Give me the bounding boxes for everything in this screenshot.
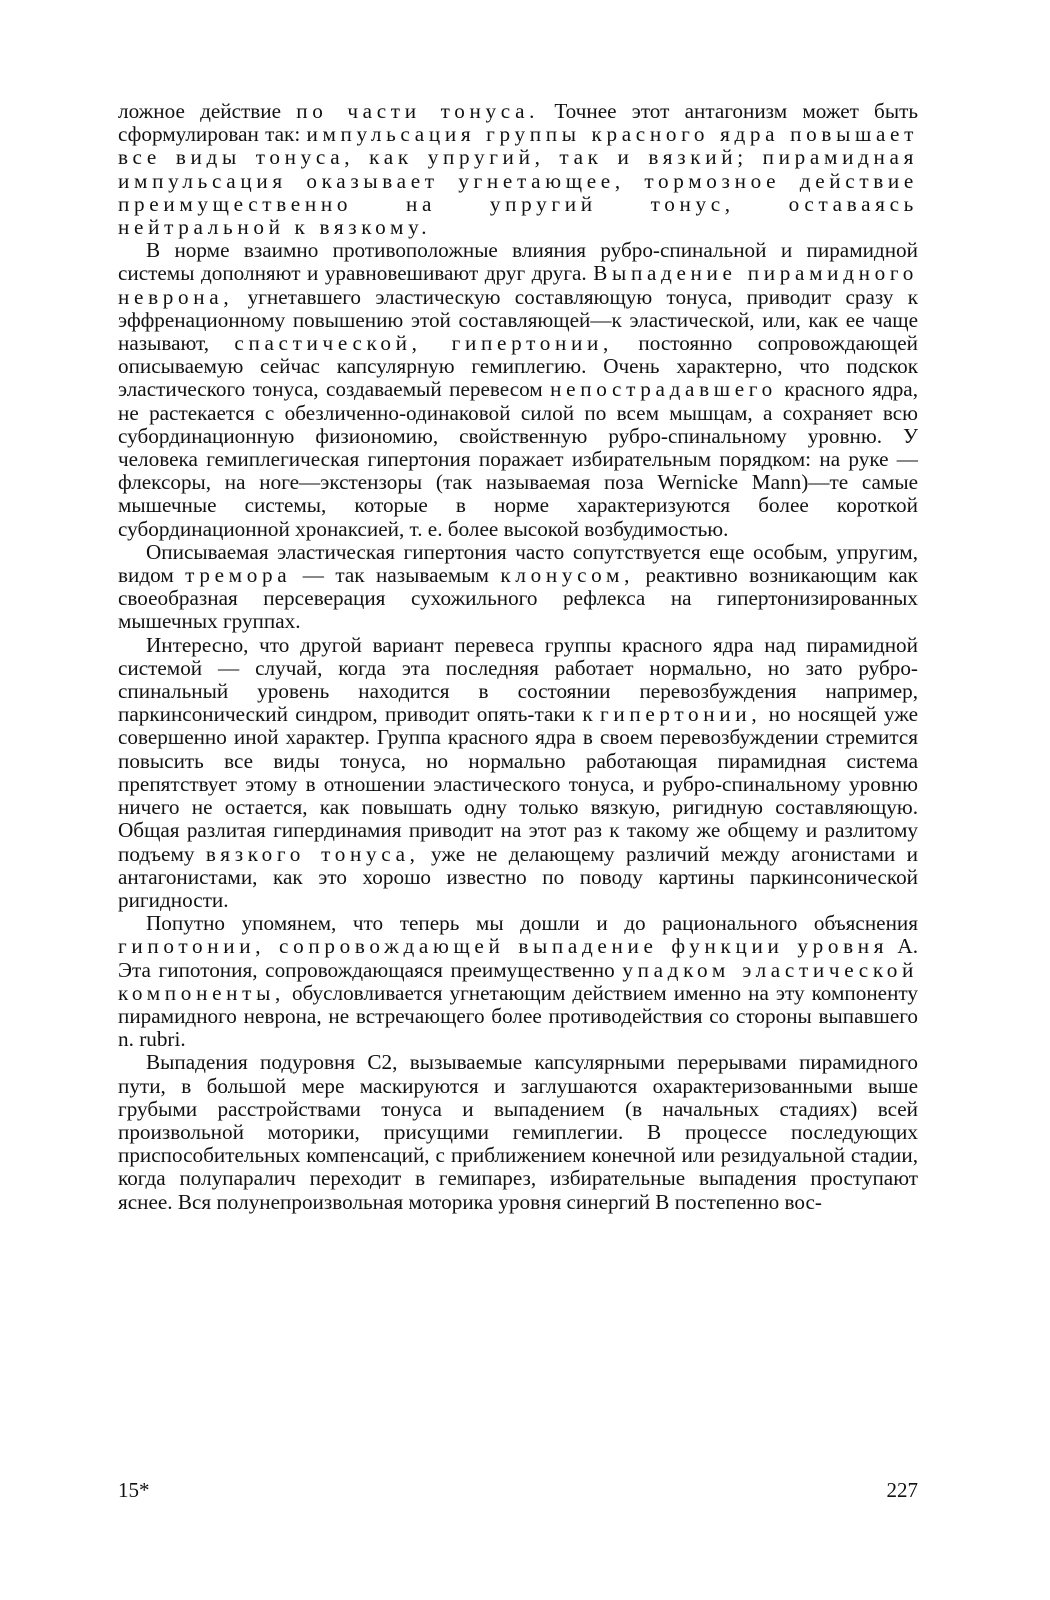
paragraph-text: — так называемым — [291, 563, 501, 588]
paragraph-5 — [118, 912, 918, 1051]
paragraph-text: Попутно упомянем, что теперь мы дошли и до рационального объяснения — [146, 911, 918, 936]
emphasized-text: по части тонуса. — [296, 99, 540, 123]
printer-signature: 15* — [118, 1478, 150, 1502]
paragraph-text: но носящей уже совершенно иной характер. Группа красного ядра в своем перевозбуждении стремится повысить все виды тонуса, но нормально работающая пирамидная система препятствует этому в отношении эластического тонуса, и рубро-спинальному уровню ничего не остается, как повышать одну только вязкую, ригидную составляющую. Общая разлитая гипердинамия приводит на этот раз к такому же общему и разлитому подъему — [118, 702, 918, 866]
emphasized-text: спастической, гипертонии, — [234, 331, 613, 356]
paragraph-4 — [118, 634, 918, 912]
paragraph-text: обусловливается угнетающим действием именно на эту компоненту пирамидного неврона, не встречающего более противодействия со стороны выпавшего n. rubri. — [118, 980, 918, 1052]
paragraph-2 — [118, 239, 918, 541]
paragraph-text: красного ядра, не растекается с обезличенно-одинаковой силой по всем мышцам, а сохраняет всю субординационную физиономию, свойственную рубро-спинальному уровню. У человека гемиплегическая гипертония поражает избирательным порядком: на руке — флексоры, на ноге—экстензоры (так называемая поза Wernicke Mann)—те самые мышечные системы, которые в норме характеризуются более короткой субординационной хронаксией, т. е. более высокой возбудимостью. — [118, 377, 918, 541]
paragraph-text: Точнее этот антагонизм может быть сформулирован так: — [118, 99, 918, 147]
paragraph-text: В норме взаимно противоположные влияния рубро-спинальной и пирамидной системы дополняют и уравновешивают друг друга. — [118, 238, 918, 286]
paragraph-text: ложное действие — [118, 99, 297, 123]
emphasized-text: непострадавшего — [550, 377, 777, 402]
page-footer — [118, 1478, 918, 1508]
emphasized-text: вязкого тонуса, — [205, 841, 420, 866]
paragraph-text: Выпадения подуровня C2, вызываемые капсулярными перерывами пирамидного пути, в большой мере маскируются и заглушаются охарактеризованными выше грубыми расстройствами тонуса и выпадением (в начальных стадиях) всей произвольной моторики, присущими гемиплегии. В процессе последующих приспособительных компенсаций, с приближением конечной или резидуальной стадии, когда полупаралич переходит в гемипарез, избирательные выпадения проступают яснее. Вся полунепроизвольная моторика уровня синергий В постепенно вос- — [118, 1050, 918, 1214]
paragraph-text: постоянно сопровождающей описываемую сейчас капсулярную гемиплегию. Очень характерно, что подскок эластического тонуса, создаваемый перевесом — [118, 331, 918, 402]
paragraph-text: Интересно, что другой вариант перевеса группы красного ядра над пирамидной системой — случай, когда эта последняя работает нормально, но зато рубро-спинальный уровень находится в состоянии перевозбуждения например, паркинсонический синдром, приводит опять-таки к — [118, 632, 918, 727]
emphasized-text: гипертонии, — [600, 702, 762, 727]
emphasized-text: импульсация группы красного ядра повышает все виды тонуса, как упругий, так и вязкий; пирамидная импульсация оказывает угнетающее, тормозное действие преимущественно на упругий тонус, оставаясь нейтральной к вязкому. — [118, 122, 919, 240]
emphasized-text: клонусом, — [500, 563, 635, 588]
emphasized-text: Выпадение пирамидного неврона, — [118, 261, 918, 309]
paragraph-text: А. Эта гипотония, сопровождающаяся преимущественно — [118, 934, 918, 982]
paragraph-text: уже не делающему различий между агонистами и антагонистами, как это хорошо известно по поводу картины паркинсонической ригидности. — [118, 841, 918, 912]
paragraph-1 — [118, 100, 918, 239]
paragraph-text: угнетавшего эластическую составляющую тонуса, приводит сразу к эффренационному повышению этой составляющей—к эластической, или, как ее чаще называют, — [118, 284, 918, 356]
paragraph-text: реактивно возникающим как своеобразная персеверация сухожильного рефлекса на гипертонизированных мышечных группах. — [118, 563, 918, 634]
paragraph-3 — [118, 541, 918, 634]
paragraph-6 — [118, 1051, 918, 1213]
page-body — [118, 100, 918, 1214]
emphasized-text: гипотонии, сопровождающей выпадение функции уровня — [118, 934, 889, 959]
paragraph-text: Описываемая эластическая гипертония часто сопутствуется еще особым, упругим, видом — [118, 539, 918, 588]
emphasized-text: тремора — [185, 563, 292, 588]
page-number: 227 — [886, 1478, 918, 1502]
emphasized-text: упадком эластической компоненты, — [118, 957, 918, 1005]
